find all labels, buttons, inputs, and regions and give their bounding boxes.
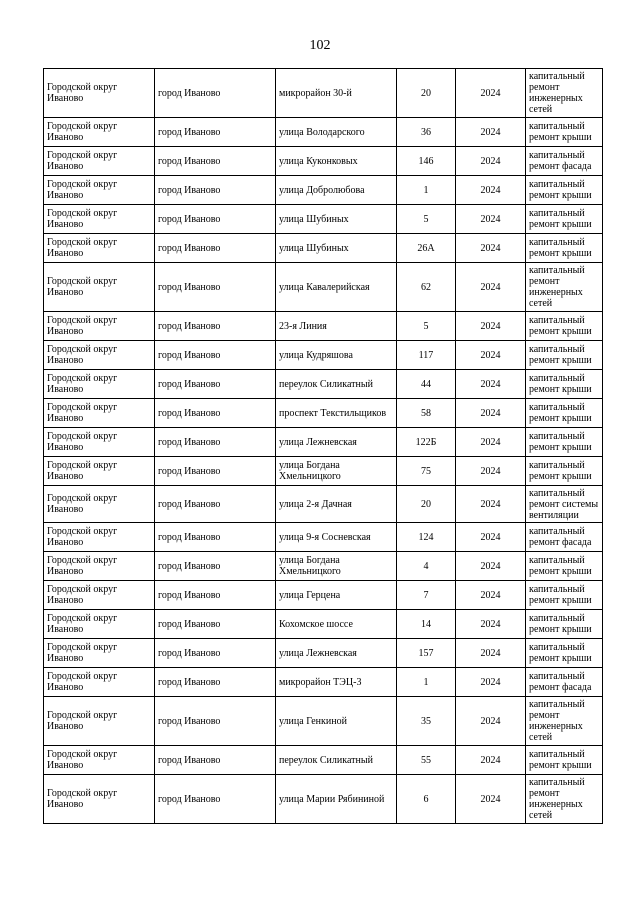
district-cell: Городской округ Иваново	[44, 523, 155, 552]
street-cell: улица Куконковых	[276, 147, 397, 176]
district-cell: Городской округ Иваново	[44, 581, 155, 610]
table-row	[44, 775, 603, 824]
year-cell: 2024	[456, 457, 526, 486]
table-row	[44, 523, 603, 552]
work-type-cell: капитальный ремонт крыши	[526, 428, 603, 457]
work-type-cell: капитальный ремонт системы вентиляции	[526, 486, 603, 523]
city-cell: город Иваново	[155, 118, 276, 147]
work-type-cell: капитальный ремонт крыши	[526, 610, 603, 639]
work-type-cell: капитальный ремонт крыши	[526, 370, 603, 399]
district-cell: Городской округ Иваново	[44, 118, 155, 147]
table-row	[44, 399, 603, 428]
work-type-cell: капитальный ремонт фасада	[526, 668, 603, 697]
district-cell: Городской округ Иваново	[44, 668, 155, 697]
work-type-cell: капитальный ремонт крыши	[526, 312, 603, 341]
house-cell: 122Б	[397, 428, 456, 457]
table-row	[44, 552, 603, 581]
table-row	[44, 581, 603, 610]
table-row	[44, 263, 603, 312]
street-cell: проспект Текстильщиков	[276, 399, 397, 428]
district-cell: Городской округ Иваново	[44, 746, 155, 775]
street-cell: улица Лежневская	[276, 428, 397, 457]
district-cell: Городской округ Иваново	[44, 69, 155, 118]
table-row	[44, 610, 603, 639]
work-type-cell: капитальный ремонт крыши	[526, 176, 603, 205]
house-cell: 5	[397, 312, 456, 341]
work-type-cell: капитальный ремонт инженерных сетей	[526, 263, 603, 312]
city-cell: город Иваново	[155, 147, 276, 176]
table-row	[44, 147, 603, 176]
table-row	[44, 118, 603, 147]
work-type-cell: капитальный ремонт крыши	[526, 234, 603, 263]
table-row	[44, 205, 603, 234]
year-cell: 2024	[456, 399, 526, 428]
district-cell: Городской округ Иваново	[44, 147, 155, 176]
city-cell: город Иваново	[155, 341, 276, 370]
house-cell: 14	[397, 610, 456, 639]
table-row	[44, 234, 603, 263]
table-row	[44, 341, 603, 370]
work-type-cell: капитальный ремонт крыши	[526, 399, 603, 428]
street-cell: улица Шубиных	[276, 234, 397, 263]
city-cell: город Иваново	[155, 746, 276, 775]
table-row	[44, 69, 603, 118]
table-body	[44, 69, 603, 824]
table-row	[44, 370, 603, 399]
table-row	[44, 176, 603, 205]
city-cell: город Иваново	[155, 668, 276, 697]
house-cell: 20	[397, 486, 456, 523]
street-cell: микрорайон ТЭЦ-3	[276, 668, 397, 697]
city-cell: город Иваново	[155, 775, 276, 824]
house-cell: 6	[397, 775, 456, 824]
table-row	[44, 486, 603, 523]
house-cell: 1	[397, 176, 456, 205]
city-cell: город Иваново	[155, 486, 276, 523]
district-cell: Городской округ Иваново	[44, 399, 155, 428]
year-cell: 2024	[456, 263, 526, 312]
district-cell: Городской округ Иваново	[44, 263, 155, 312]
house-cell: 7	[397, 581, 456, 610]
year-cell: 2024	[456, 639, 526, 668]
year-cell: 2024	[456, 775, 526, 824]
street-cell: улица Кавалерийская	[276, 263, 397, 312]
city-cell: город Иваново	[155, 312, 276, 341]
work-type-cell: капитальный ремонт крыши	[526, 341, 603, 370]
house-cell: 117	[397, 341, 456, 370]
work-type-cell: капитальный ремонт крыши	[526, 746, 603, 775]
work-type-cell: капитальный ремонт инженерных сетей	[526, 697, 603, 746]
year-cell: 2024	[456, 341, 526, 370]
street-cell: 23-я Линия	[276, 312, 397, 341]
table-row	[44, 697, 603, 746]
district-cell: Городской округ Иваново	[44, 610, 155, 639]
district-cell: Городской округ Иваново	[44, 341, 155, 370]
city-cell: город Иваново	[155, 639, 276, 668]
work-type-cell: капитальный ремонт фасада	[526, 147, 603, 176]
house-cell: 55	[397, 746, 456, 775]
district-cell: Городской округ Иваново	[44, 457, 155, 486]
work-type-cell: капитальный ремонт крыши	[526, 552, 603, 581]
year-cell: 2024	[456, 118, 526, 147]
table-row	[44, 639, 603, 668]
table-row	[44, 668, 603, 697]
street-cell: улица 9-я Сосневская	[276, 523, 397, 552]
repair-schedule-table	[43, 68, 603, 824]
house-cell: 44	[397, 370, 456, 399]
city-cell: город Иваново	[155, 234, 276, 263]
table-row	[44, 428, 603, 457]
work-type-cell: капитальный ремонт крыши	[526, 205, 603, 234]
year-cell: 2024	[456, 697, 526, 746]
street-cell: улица Шубиных	[276, 205, 397, 234]
street-cell: улица Герцена	[276, 581, 397, 610]
city-cell: город Иваново	[155, 263, 276, 312]
table-row	[44, 312, 603, 341]
year-cell: 2024	[456, 370, 526, 399]
city-cell: город Иваново	[155, 523, 276, 552]
year-cell: 2024	[456, 234, 526, 263]
year-cell: 2024	[456, 428, 526, 457]
house-cell: 75	[397, 457, 456, 486]
house-cell: 157	[397, 639, 456, 668]
city-cell: город Иваново	[155, 176, 276, 205]
city-cell: город Иваново	[155, 205, 276, 234]
street-cell: улица Володарского	[276, 118, 397, 147]
work-type-cell: капитальный ремонт инженерных сетей	[526, 775, 603, 824]
table-row	[44, 457, 603, 486]
district-cell: Городской округ Иваново	[44, 697, 155, 746]
year-cell: 2024	[456, 176, 526, 205]
city-cell: город Иваново	[155, 697, 276, 746]
house-cell: 26А	[397, 234, 456, 263]
house-cell: 146	[397, 147, 456, 176]
work-type-cell: капитальный ремонт крыши	[526, 639, 603, 668]
street-cell: переулок Силикатный	[276, 746, 397, 775]
street-cell: улица Марии Рябининой	[276, 775, 397, 824]
work-type-cell: капитальный ремонт фасада	[526, 523, 603, 552]
street-cell: улица Добролюбова	[276, 176, 397, 205]
work-type-cell: капитальный ремонт инженерных сетей	[526, 69, 603, 118]
house-cell: 20	[397, 69, 456, 118]
street-cell: улица 2-я Дачная	[276, 486, 397, 523]
city-cell: город Иваново	[155, 457, 276, 486]
house-cell: 1	[397, 668, 456, 697]
house-cell: 35	[397, 697, 456, 746]
house-cell: 62	[397, 263, 456, 312]
district-cell: Городской округ Иваново	[44, 486, 155, 523]
work-type-cell: капитальный ремонт крыши	[526, 457, 603, 486]
district-cell: Городской округ Иваново	[44, 552, 155, 581]
year-cell: 2024	[456, 205, 526, 234]
year-cell: 2024	[456, 746, 526, 775]
house-cell: 124	[397, 523, 456, 552]
district-cell: Городской округ Иваново	[44, 234, 155, 263]
year-cell: 2024	[456, 610, 526, 639]
city-cell: город Иваново	[155, 610, 276, 639]
street-cell: микрорайон 30-й	[276, 69, 397, 118]
city-cell: город Иваново	[155, 370, 276, 399]
house-cell: 58	[397, 399, 456, 428]
house-cell: 36	[397, 118, 456, 147]
work-type-cell: капитальный ремонт крыши	[526, 581, 603, 610]
district-cell: Городской округ Иваново	[44, 370, 155, 399]
street-cell: улица Богдана Хмельницкого	[276, 457, 397, 486]
house-cell: 5	[397, 205, 456, 234]
street-cell: переулок Силикатный	[276, 370, 397, 399]
district-cell: Городской округ Иваново	[44, 176, 155, 205]
year-cell: 2024	[456, 668, 526, 697]
district-cell: Городской округ Иваново	[44, 775, 155, 824]
table-row	[44, 746, 603, 775]
street-cell: улица Кудряшова	[276, 341, 397, 370]
city-cell: город Иваново	[155, 69, 276, 118]
street-cell: улица Генкиной	[276, 697, 397, 746]
year-cell: 2024	[456, 552, 526, 581]
house-cell: 4	[397, 552, 456, 581]
year-cell: 2024	[456, 312, 526, 341]
work-type-cell: капитальный ремонт крыши	[526, 118, 603, 147]
year-cell: 2024	[456, 486, 526, 523]
year-cell: 2024	[456, 69, 526, 118]
year-cell: 2024	[456, 581, 526, 610]
district-cell: Городской округ Иваново	[44, 639, 155, 668]
street-cell: Кохомское шоссе	[276, 610, 397, 639]
city-cell: город Иваново	[155, 552, 276, 581]
city-cell: город Иваново	[155, 428, 276, 457]
year-cell: 2024	[456, 147, 526, 176]
city-cell: город Иваново	[155, 399, 276, 428]
page-number: 102	[309, 38, 331, 53]
year-cell: 2024	[456, 523, 526, 552]
district-cell: Городской округ Иваново	[44, 205, 155, 234]
city-cell: город Иваново	[155, 581, 276, 610]
street-cell: улица Лежневская	[276, 639, 397, 668]
street-cell: улица Богдана Хмельницкого	[276, 552, 397, 581]
district-cell: Городской округ Иваново	[44, 312, 155, 341]
district-cell: Городской округ Иваново	[44, 428, 155, 457]
